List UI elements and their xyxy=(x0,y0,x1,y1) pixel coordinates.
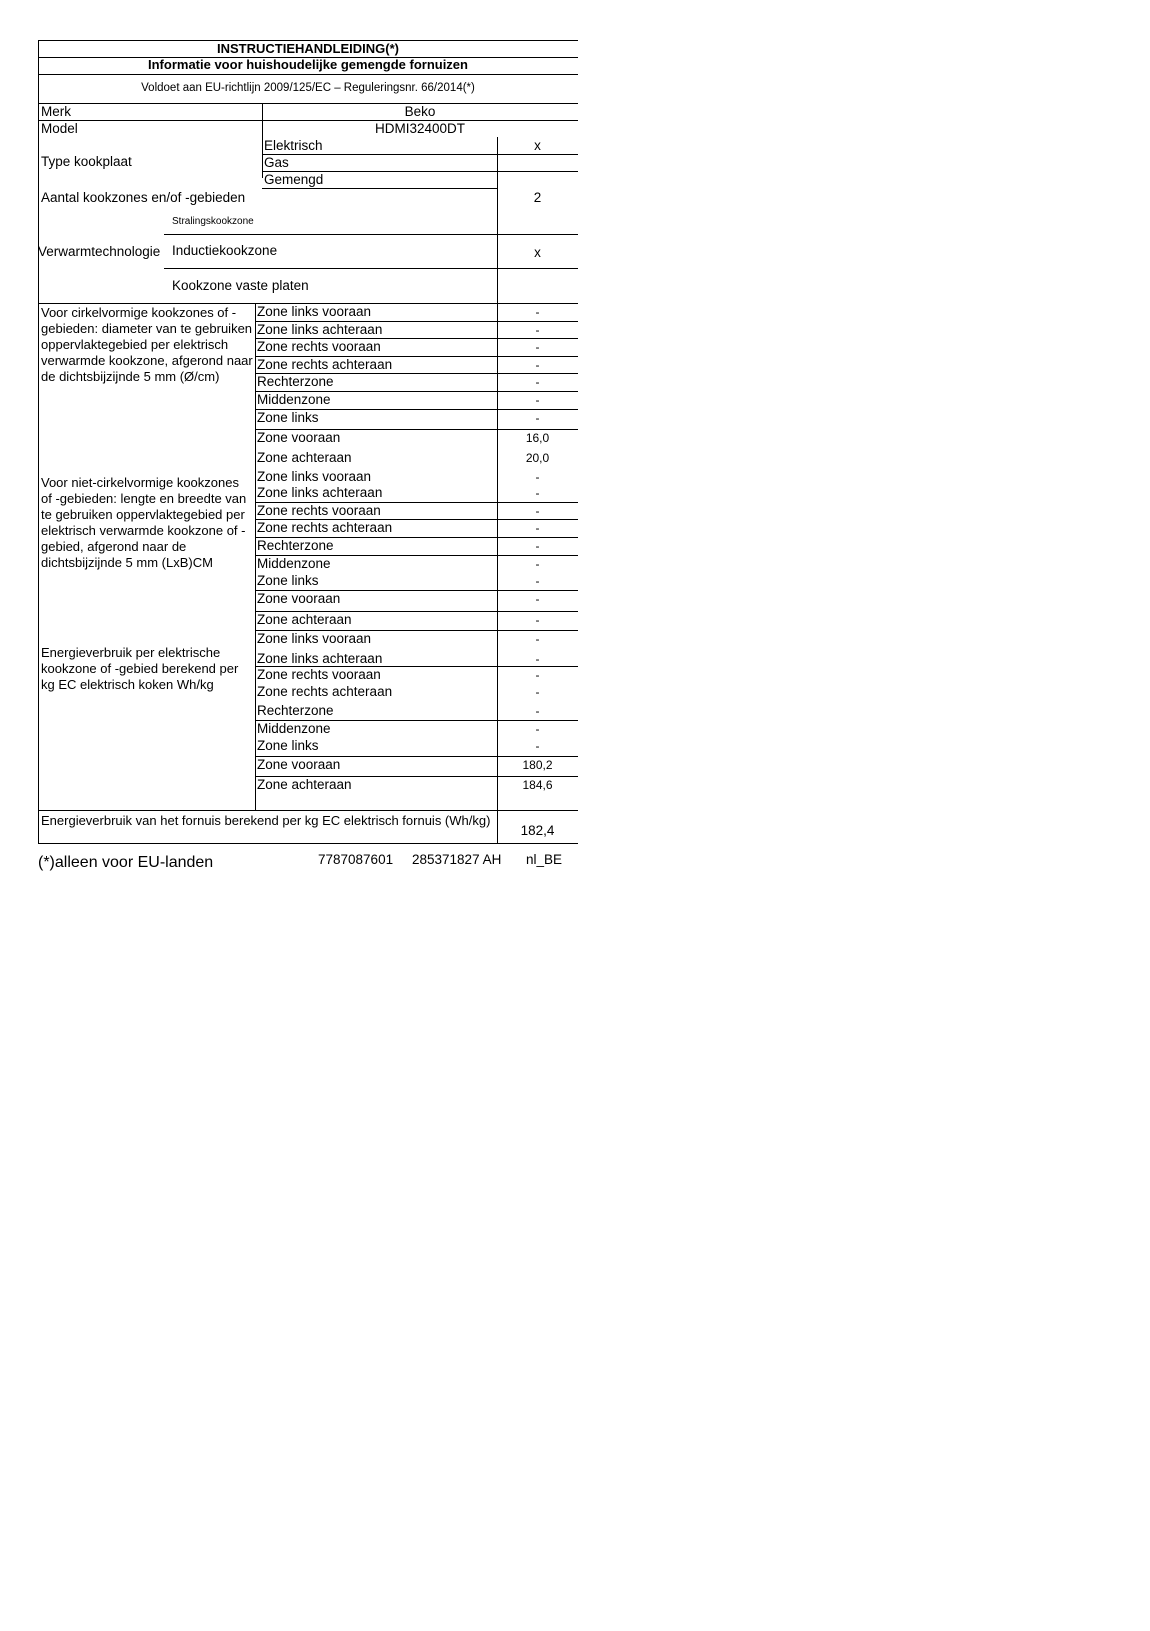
model-label: Model xyxy=(41,121,78,136)
type-option-label: Gemengd xyxy=(264,172,324,187)
zone-row-label: Zone links xyxy=(257,573,319,588)
zone-row-label: Zone vooraan xyxy=(257,430,341,445)
zone-row-label: Zone achteraan xyxy=(257,777,352,792)
zone-row-label: Zone links achteraan xyxy=(257,651,383,666)
zone-row-value: - xyxy=(535,305,540,319)
document-subtitle: Informatie voor huishoudelijke gemengde fornuizen xyxy=(148,57,468,72)
zone-row-label: Zone links xyxy=(257,738,319,753)
zone-row-label: Zone links vooraan xyxy=(257,469,372,484)
zone-row-label: Middenzone xyxy=(257,721,331,736)
zone-row-label: Zone vooraan xyxy=(257,757,341,772)
type-option-label: Elektrisch xyxy=(264,138,323,153)
zone-row-value: - xyxy=(535,393,540,407)
zone-row-value: - xyxy=(535,739,540,753)
zone-row-label: Zone achteraan xyxy=(257,612,352,627)
zone-row-value: - xyxy=(535,375,540,389)
zone-row-value: - xyxy=(535,668,540,682)
zone-row-value: - xyxy=(535,521,540,535)
footer-locale: nl_BE xyxy=(526,852,563,867)
zone-row-label: Zone links xyxy=(257,410,319,425)
verwarm-option-value: x xyxy=(534,245,541,260)
zone-row-label: Zone links vooraan xyxy=(257,304,372,319)
zone-row-label: Zone achteraan xyxy=(257,450,352,465)
energy-per-zone-label: Energieverbruik per elektrische kookzone of -gebied berekend per kg EC elektrisch koken Wh/kg xyxy=(41,645,239,692)
zone-row-value: - xyxy=(535,632,540,646)
zone-row-value: - xyxy=(535,539,540,553)
zone-row-label: Rechterzone xyxy=(257,703,334,718)
circular-zones-label: Voor cirkelvormige kookzones of -gebieden: diameter van te gebruiken oppervlaktegebied per elektrisch verwarmde kookzone, afgerond naar de dichtsbijzijnde 5 mm (Ø/cm) xyxy=(41,305,253,384)
merk-value: Beko xyxy=(404,104,436,119)
footer-note: (*)alleen voor EU-landen xyxy=(38,854,214,871)
zone-row-value: 180,2 xyxy=(522,758,553,772)
zone-row-label: Rechterzone xyxy=(257,374,334,389)
noncircular-zones-label: Voor niet-cirkelvormige kookzones of -gebieden: lengte en breedte van te gebruiken oppervlaktegebied per elektrisch verwarmde kookzone of -gebied, afgerond naar de dichtsbijzijnde 5 mm (LxB)CM xyxy=(41,475,247,570)
aantal-value: 2 xyxy=(533,190,542,205)
type-option-value: x xyxy=(534,138,541,153)
footer-code-1: 7787087601 xyxy=(318,852,394,867)
zone-row-label: Zone rechts vooraan xyxy=(257,503,381,518)
zone-row-label: Rechterzone xyxy=(257,538,334,553)
zone-row-label: Zone rechts achteraan xyxy=(257,520,393,535)
zone-row-value: - xyxy=(535,592,540,606)
type-kookplaat-label: Type kookplaat xyxy=(41,154,132,169)
zone-row-label: Zone rechts achteraan xyxy=(257,357,393,372)
zone-row-value: 20,0 xyxy=(525,451,550,465)
verwarm-option-label: Inductiekookzone xyxy=(172,243,278,258)
zone-row-value: - xyxy=(535,704,540,718)
zone-row-value: - xyxy=(535,574,540,588)
frame-left xyxy=(38,40,39,843)
zone-row-value: - xyxy=(535,486,540,500)
type-option-label: Gas xyxy=(264,155,289,170)
model-value: HDMI32400DT xyxy=(374,121,466,136)
zone-row-value: - xyxy=(535,323,540,337)
zone-row-label: Middenzone xyxy=(257,556,331,571)
zone-row-label: Middenzone xyxy=(257,392,331,407)
zone-row-value: 16,0 xyxy=(525,431,550,445)
merk-label: Merk xyxy=(41,104,71,119)
zone-row-value: - xyxy=(535,652,540,666)
zone-row-value: - xyxy=(535,685,540,699)
zone-row-value: - xyxy=(535,504,540,518)
total-energy-label: Energieverbruik van het fornuis berekend per kg EC elektrisch fornuis (Wh/kg) xyxy=(41,813,491,828)
total-energy-value: 182,4 xyxy=(520,823,555,838)
zone-row-value: - xyxy=(535,358,540,372)
zone-row-value: - xyxy=(535,722,540,736)
zone-row-label: Zone links vooraan xyxy=(257,631,372,646)
zone-row-value: - xyxy=(535,411,540,425)
verwarm-option-label: Kookzone vaste platen xyxy=(172,278,309,293)
zone-row-label: Zone rechts achteraan xyxy=(257,684,393,699)
verwarm-label: Verwarmtechnologie xyxy=(38,244,161,259)
footer-code-2: 285371827 AH xyxy=(412,852,502,867)
zone-row-value: - xyxy=(535,340,540,354)
zone-row-value: 184,6 xyxy=(522,778,553,792)
zone-row-label: Zone links achteraan xyxy=(257,322,383,337)
zone-row-label: Zone links achteraan xyxy=(257,485,383,500)
zone-row-value: - xyxy=(535,613,540,627)
zone-row-label: Zone rechts vooraan xyxy=(257,339,381,354)
aantal-label: Aantal kookzones en/of -gebieden xyxy=(41,190,246,205)
verwarm-option-label: Stralingskookzone xyxy=(172,216,254,227)
document-title: INSTRUCTIEHANDLEIDING(*) xyxy=(217,41,399,56)
zone-row-label: Zone rechts vooraan xyxy=(257,667,381,682)
zone-row-value: - xyxy=(535,470,540,484)
regulation-line: Voldoet aan EU-richtlijn 2009/125/EC – Reguleringsnr. 66/2014(*) xyxy=(141,82,475,94)
zone-row-value: - xyxy=(535,557,540,571)
zone-row-label: Zone vooraan xyxy=(257,591,341,606)
